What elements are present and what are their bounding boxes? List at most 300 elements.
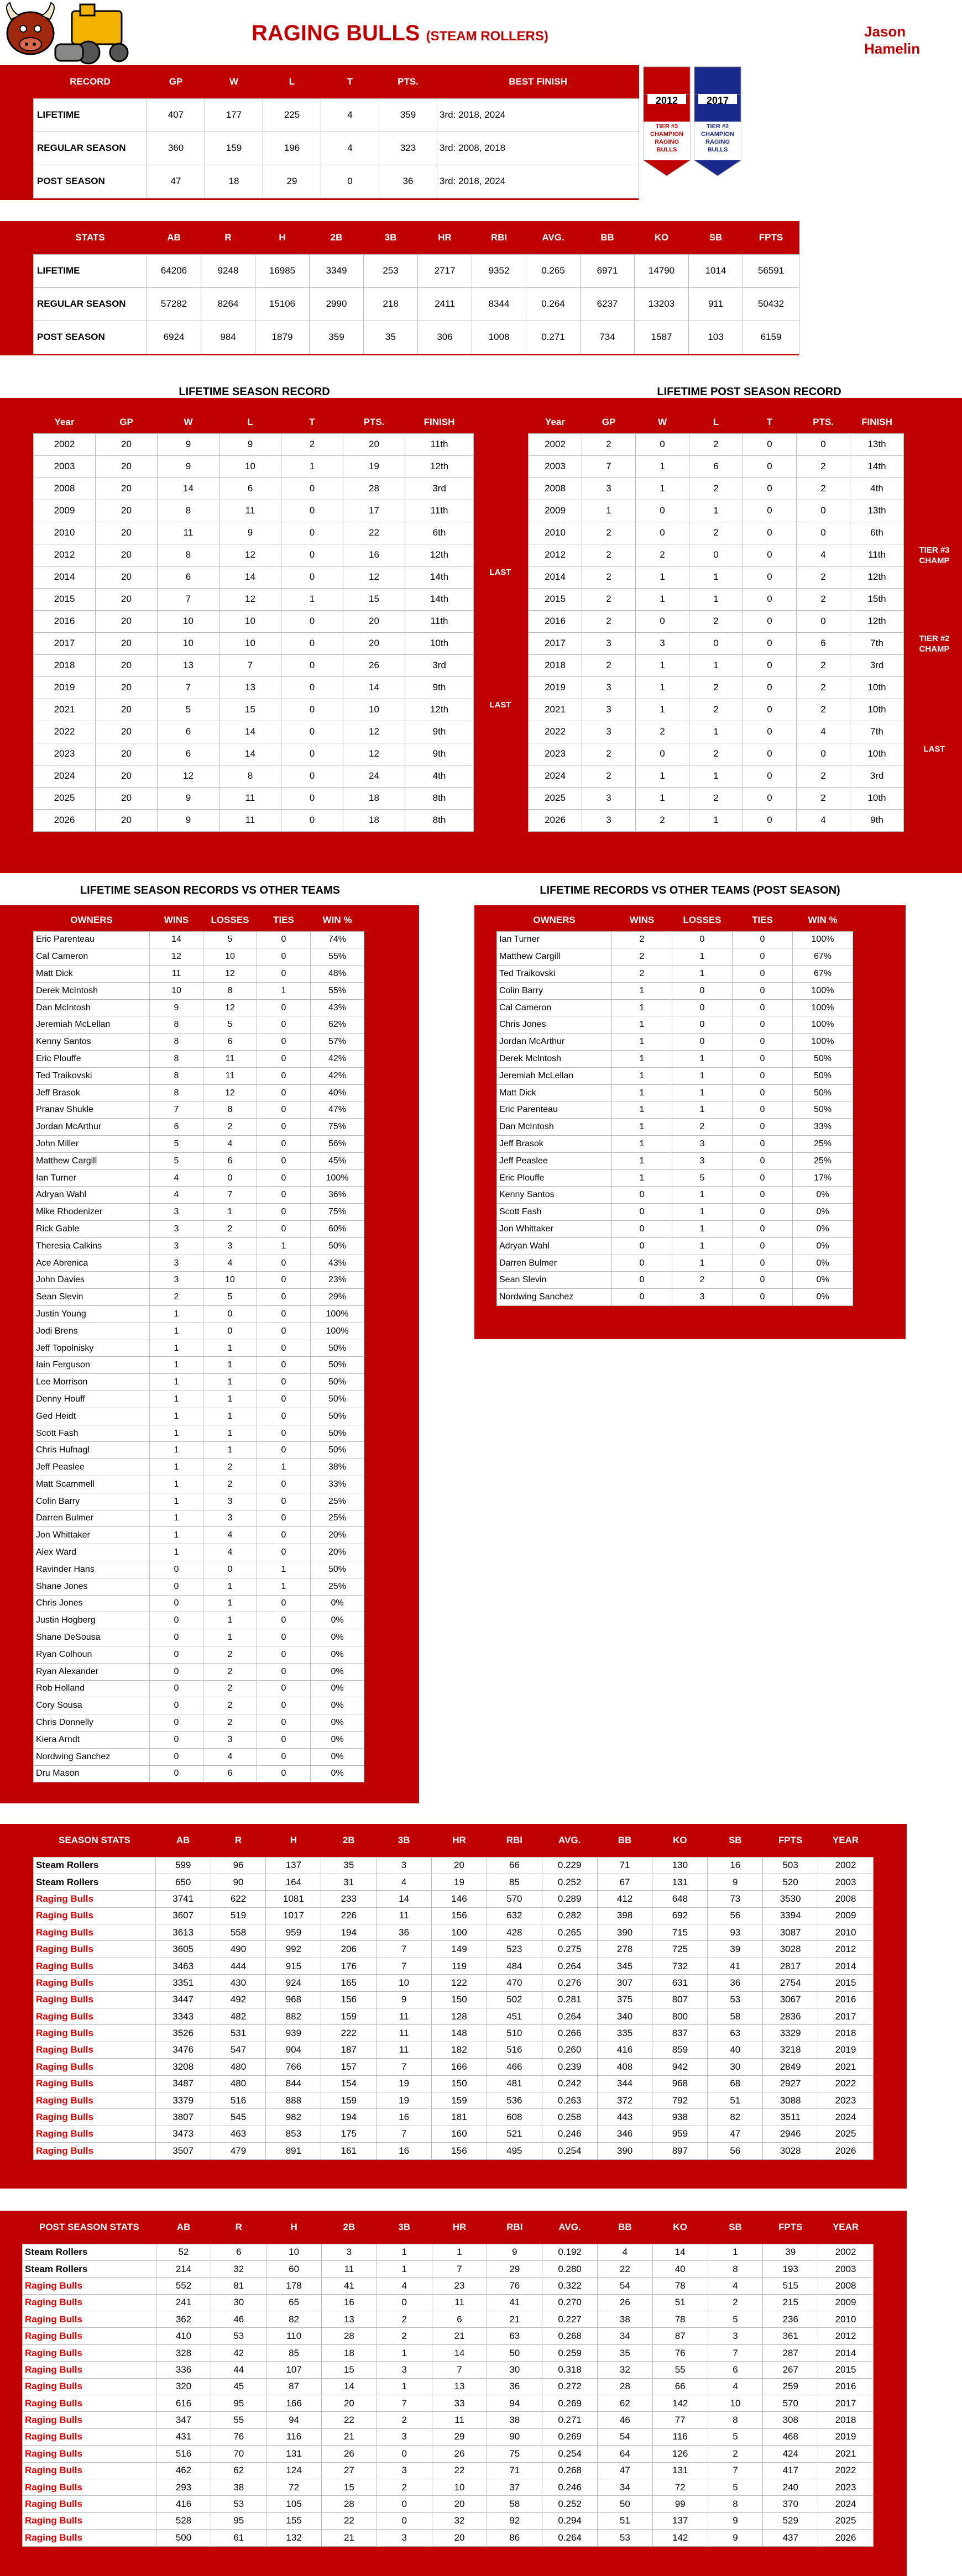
vs-post-title: LIFETIME RECORDS VS OTHER TEAMS (POST SEASON) xyxy=(540,884,840,896)
table-cell: Eric Plouffe xyxy=(497,1169,612,1187)
table-cell: 2010 xyxy=(529,522,582,544)
table-cell: 0 xyxy=(689,632,743,654)
table-cell: 0% xyxy=(311,1595,364,1612)
table-cell: 2017 xyxy=(34,632,96,654)
table-cell: 12 xyxy=(203,1084,257,1101)
table-cell: 0.254 xyxy=(542,2143,597,2159)
table-cell: Ian Turner xyxy=(497,931,612,948)
table-cell: 12 xyxy=(203,966,257,983)
table-cell: 444 xyxy=(211,1958,266,1974)
table-cell: 57% xyxy=(311,1033,364,1051)
table-cell: 1 xyxy=(672,1255,733,1272)
column-header: GP xyxy=(582,411,636,433)
column-header: FINISH xyxy=(405,411,474,433)
table-cell: 3511 xyxy=(763,2109,818,2126)
table-cell: 2009 xyxy=(818,2294,874,2311)
table-cell: Derek McIntosh xyxy=(497,1051,612,1068)
table-cell: 7 xyxy=(377,1958,432,1974)
table-cell: 2022 xyxy=(34,721,96,743)
table-cell: 50% xyxy=(311,1391,364,1408)
table-cell: 7 xyxy=(708,2344,763,2361)
table-row xyxy=(497,999,853,1016)
table-cell: 1 xyxy=(203,1578,257,1595)
table-cell: 347 xyxy=(156,2412,211,2428)
table-cell: 8 xyxy=(150,1084,203,1101)
table-cell: 0 xyxy=(257,1323,311,1340)
table-cell: 20 xyxy=(96,544,158,566)
table-cell: 9352 xyxy=(472,254,526,287)
table-row xyxy=(23,2412,874,2428)
table-cell: 0 xyxy=(257,1748,311,1765)
table-cell: 20 xyxy=(96,765,158,787)
table-cell: 287 xyxy=(763,2344,818,2361)
table-cell: 26 xyxy=(597,2294,652,2311)
table-cell: 853 xyxy=(266,2126,321,2142)
table-cell: 1 xyxy=(612,1033,672,1051)
table-cell: 62 xyxy=(597,2395,652,2412)
column-header: AVG. xyxy=(542,1824,597,1857)
table-cell: Raging Bulls xyxy=(34,1991,156,2008)
table-cell: 9th xyxy=(405,721,474,743)
table-cell: 2 xyxy=(582,544,636,566)
table-row xyxy=(529,433,904,455)
table-cell: Kiera Arndt xyxy=(34,1731,150,1748)
table-cell: 10 xyxy=(203,1272,257,1289)
column-header: KO xyxy=(652,2211,708,2244)
table-cell: 4 xyxy=(203,1136,257,1153)
table-cell: 38 xyxy=(597,2311,652,2328)
banner-2012 xyxy=(643,66,691,177)
table-cell: 1 xyxy=(377,2260,432,2277)
table-cell: 15106 xyxy=(255,287,310,321)
table-cell: 66 xyxy=(487,1857,542,1874)
table-cell: 3 xyxy=(582,676,636,699)
table-cell: 2 xyxy=(689,433,743,455)
table-cell: 50% xyxy=(793,1084,853,1101)
table-cell: 215 xyxy=(763,2294,818,2311)
table-cell: 32 xyxy=(597,2362,652,2378)
table-cell: 0.268 xyxy=(542,2462,598,2479)
table-cell: 178 xyxy=(266,2278,322,2294)
table-cell: 0 xyxy=(743,765,797,787)
table-row xyxy=(23,2496,874,2512)
table-cell: 293 xyxy=(156,2479,211,2495)
table-cell: 67% xyxy=(793,966,853,983)
table-cell: 159 xyxy=(432,2092,487,2108)
table-cell: 2015 xyxy=(34,588,96,610)
table-cell: 0 xyxy=(743,632,797,654)
table-cell: 10 xyxy=(708,2395,763,2412)
table-cell: 622 xyxy=(211,1891,266,1907)
table-cell: Ryan Colhoun xyxy=(34,1646,150,1663)
table-cell: 2002 xyxy=(818,2244,874,2260)
table-cell: 161 xyxy=(321,2143,377,2159)
table-cell: 166 xyxy=(266,2395,322,2412)
table-row xyxy=(529,632,904,654)
table-cell: 31 xyxy=(321,1874,377,1890)
table-cell: 10 xyxy=(158,632,219,654)
table-cell: 0 xyxy=(203,1561,257,1578)
table-row xyxy=(34,2075,874,2092)
table-cell: 938 xyxy=(652,2109,708,2126)
table-cell: 437 xyxy=(763,2530,818,2546)
table-cell: 0 xyxy=(257,1391,311,1408)
table-cell: 181 xyxy=(432,2109,487,2126)
table-cell: Raging Bulls xyxy=(34,2025,156,2042)
table-cell: Alex Ward xyxy=(34,1544,150,1561)
table-cell: 240 xyxy=(763,2479,818,2495)
table-cell: 3 xyxy=(636,632,689,654)
table-cell: 159 xyxy=(205,132,263,165)
table-cell: 2 xyxy=(636,544,689,566)
table-cell: 1 xyxy=(150,1323,203,1340)
table-cell: 6924 xyxy=(147,321,201,354)
table-row xyxy=(23,2328,874,2344)
table-row xyxy=(34,1033,364,1051)
table-cell: 2003 xyxy=(818,1874,874,1890)
table-cell: 0% xyxy=(793,1237,853,1255)
table-row xyxy=(34,1289,364,1306)
table-cell: Nordwing Sanchez xyxy=(497,1289,612,1306)
table-cell: 3463 xyxy=(155,1958,211,1974)
table-cell: 0 xyxy=(733,1255,793,1272)
table-row xyxy=(497,931,853,948)
table-cell: 521 xyxy=(487,2126,542,2142)
table-row xyxy=(34,455,474,478)
table-cell: 122 xyxy=(432,1975,487,1991)
table-cell: 259 xyxy=(763,2378,818,2395)
table-row xyxy=(34,1101,364,1119)
table-cell: Derek McIntosh xyxy=(34,982,150,999)
column-header: 3B xyxy=(364,221,418,254)
column-header: POST SEASON STATS xyxy=(23,2211,156,2244)
table-cell: 443 xyxy=(597,2109,652,2126)
table-cell: Raging Bulls xyxy=(34,1975,156,1991)
table-cell: 904 xyxy=(266,2042,321,2058)
table-cell: 0 xyxy=(281,632,343,654)
table-cell: 7 xyxy=(377,2126,432,2142)
table-cell: 2022 xyxy=(818,2075,874,2092)
table-cell: 18 xyxy=(322,2344,377,2361)
table-cell: 4 xyxy=(321,132,379,165)
table-cell: 50% xyxy=(311,1425,364,1442)
table-cell: 206 xyxy=(321,1941,377,1958)
table-cell: 71 xyxy=(597,1857,652,1874)
column-header: 3B xyxy=(377,1824,432,1857)
table-cell: 18 xyxy=(343,787,405,809)
table-cell: Raging Bulls xyxy=(23,2479,156,2495)
table-cell: 0 xyxy=(257,1544,311,1561)
table-cell: 2 xyxy=(689,787,743,809)
table-cell: 0 xyxy=(672,931,733,948)
table-cell: Darren Bulmer xyxy=(497,1255,612,1272)
table-cell: 50% xyxy=(311,1340,364,1357)
table-row xyxy=(34,1152,364,1169)
table-cell: 3 xyxy=(582,699,636,721)
table-cell: 41 xyxy=(708,1958,763,1974)
table-cell: 62 xyxy=(211,2462,266,2479)
table-cell: 12th xyxy=(405,699,474,721)
table-cell: Dan McIntosh xyxy=(34,999,150,1016)
table-cell: 5 xyxy=(203,1289,257,1306)
table-cell: 23 xyxy=(432,2278,487,2294)
table-cell: 3 xyxy=(582,632,636,654)
table-cell: 307 xyxy=(597,1975,652,1991)
column-header: 2B xyxy=(310,221,364,254)
table-cell: 1 xyxy=(203,1595,257,1612)
table-cell: 0 xyxy=(257,1187,311,1204)
table-cell: 16 xyxy=(322,2294,377,2311)
table-cell: 1 xyxy=(689,500,743,522)
table-cell: 516 xyxy=(156,2446,211,2462)
table-cell: 22 xyxy=(322,2412,377,2428)
table-row xyxy=(34,433,474,455)
table-cell: 50% xyxy=(311,1442,364,1459)
table-cell: 2014 xyxy=(34,566,96,588)
table-cell: 416 xyxy=(156,2496,211,2512)
table-cell: 2012 xyxy=(529,544,582,566)
table-cell: 75% xyxy=(311,1119,364,1136)
table-cell: Raging Bulls xyxy=(34,2126,156,2142)
table-cell: 0 xyxy=(733,1084,793,1101)
table-cell: 0 xyxy=(733,948,793,966)
table-row xyxy=(497,1067,853,1084)
table-cell: 0 xyxy=(612,1204,672,1221)
table-row xyxy=(23,2260,874,2277)
table-cell: 2 xyxy=(582,522,636,544)
table-cell: 5 xyxy=(158,699,219,721)
post-record-table xyxy=(528,411,904,832)
table-cell: 911 xyxy=(689,287,743,321)
table-cell: 3 xyxy=(203,1493,257,1510)
table-cell: 2024 xyxy=(818,2109,874,2126)
table-cell: 0 xyxy=(733,1237,793,1255)
table-row xyxy=(34,1975,874,1991)
table-cell: 0 xyxy=(257,1629,311,1646)
table-cell: 1 xyxy=(636,455,689,478)
table-cell: 0 xyxy=(733,966,793,983)
table-cell: 1 xyxy=(672,1237,733,1255)
column-header: L xyxy=(219,411,281,433)
table-cell: 0.280 xyxy=(542,2260,598,2277)
table-cell: 0 xyxy=(257,1646,311,1663)
table-cell: 0 xyxy=(257,948,311,966)
table-cell: 100% xyxy=(793,1033,853,1051)
table-cell: 2 xyxy=(582,765,636,787)
table-cell: Jodi Brens xyxy=(34,1323,150,1340)
table-cell: Steam Rollers xyxy=(34,1874,156,1890)
table-cell: 38 xyxy=(487,2412,542,2428)
table-cell: Jeremiah McLellan xyxy=(497,1067,612,1084)
table-cell: 110 xyxy=(266,2328,322,2344)
table-cell: 0.265 xyxy=(542,1924,597,1941)
table-cell: 1 xyxy=(203,1357,257,1374)
table-cell: 837 xyxy=(652,2025,708,2042)
table-cell: 7 xyxy=(432,2362,487,2378)
table-cell: 3349 xyxy=(310,254,364,287)
table-cell: 3 xyxy=(150,1221,203,1238)
table-row xyxy=(34,765,474,787)
finish-note: LAST xyxy=(489,568,511,577)
table-cell: 5 xyxy=(150,1152,203,1169)
table-cell: 3507 xyxy=(155,2143,211,2159)
table-cell: 2010 xyxy=(818,2311,874,2328)
table-row xyxy=(34,654,474,676)
table-cell: 131 xyxy=(266,2446,322,2462)
table-cell: 323 xyxy=(379,132,437,165)
table-cell: 4th xyxy=(405,765,474,787)
table-cell: 6th xyxy=(405,522,474,544)
table-cell: 3 xyxy=(203,1510,257,1527)
table-row xyxy=(497,1084,853,1101)
table-cell: 11 xyxy=(377,2042,432,2058)
table-cell: 8 xyxy=(158,500,219,522)
table-cell: 0.252 xyxy=(542,1874,597,1890)
table-cell: 2 xyxy=(203,1119,257,1136)
table-cell: 0% xyxy=(311,1646,364,1663)
table-cell: 0 xyxy=(672,999,733,1016)
table-cell: 26 xyxy=(322,2446,377,2462)
table-cell: 196 xyxy=(263,132,321,165)
table-row xyxy=(529,721,904,743)
table-cell: 519 xyxy=(211,1907,266,1924)
table-cell: 20 xyxy=(96,610,158,632)
table-cell: 2017 xyxy=(818,2008,874,2025)
table-cell: 1879 xyxy=(255,321,310,354)
table-cell: 1 xyxy=(203,1340,257,1357)
column-header: WIN % xyxy=(311,909,364,931)
table-cell: 25% xyxy=(793,1152,853,1169)
column-header: SB xyxy=(689,221,743,254)
table-cell: 2023 xyxy=(529,743,582,765)
column-header: FPTS xyxy=(763,2211,818,2244)
table-cell: 86 xyxy=(487,2530,542,2546)
table-cell: 0.246 xyxy=(542,2126,597,2142)
table-cell: 42% xyxy=(311,1051,364,1068)
table-cell: 0 xyxy=(150,1561,203,1578)
table-cell: 154 xyxy=(321,2075,377,2092)
table-cell: 0 xyxy=(257,1306,311,1323)
table-cell: 92 xyxy=(487,2512,542,2529)
table-cell: 0 xyxy=(257,1595,311,1612)
table-cell: 3 xyxy=(672,1152,733,1169)
table-cell: Raging Bulls xyxy=(23,2362,156,2378)
table-cell: 12 xyxy=(158,765,219,787)
table-cell: 484 xyxy=(487,1958,542,1974)
table-row xyxy=(34,1510,364,1527)
post-record-title: LIFETIME POST SEASON RECORD xyxy=(657,386,841,398)
table-cell: 3394 xyxy=(763,1907,818,1924)
table-row xyxy=(34,1016,364,1033)
table-cell: 63 xyxy=(487,2328,542,2344)
table-cell: 40 xyxy=(652,2260,708,2277)
table-cell: 156 xyxy=(321,1991,377,2008)
table-row xyxy=(497,1101,853,1119)
table-cell: 0.281 xyxy=(542,1991,597,2008)
table-cell: 4 xyxy=(203,1255,257,1272)
table-cell: 0 xyxy=(636,610,689,632)
table-cell: 100% xyxy=(793,982,853,999)
table-cell: 859 xyxy=(652,2042,708,2058)
table-cell: 226 xyxy=(321,1907,377,1924)
table-cell: 1 xyxy=(150,1493,203,1510)
table-cell: 4 xyxy=(597,2244,652,2260)
table-cell: 1 xyxy=(672,1084,733,1101)
table-cell: 20 xyxy=(432,2496,487,2512)
table-cell: Raging Bulls xyxy=(34,2092,156,2108)
table-row xyxy=(34,809,474,831)
table-cell: 64206 xyxy=(147,254,201,287)
table-cell: 451 xyxy=(487,2008,542,2025)
table-cell: 12 xyxy=(150,948,203,966)
table-cell: 100% xyxy=(793,931,853,948)
table-cell: 807 xyxy=(652,1991,708,2008)
table-cell: 0.272 xyxy=(542,2378,598,2395)
table-cell: 3 xyxy=(203,1237,257,1255)
table-cell: 10th xyxy=(405,632,474,654)
column-header: LOSSES xyxy=(672,909,733,931)
table-cell: 0.269 xyxy=(542,2395,598,2412)
column-header: RECORD xyxy=(34,65,147,98)
table-cell: 156 xyxy=(432,1907,487,1924)
table-cell: 359 xyxy=(379,98,437,132)
column-header: RBI xyxy=(472,221,526,254)
table-cell: 20 xyxy=(96,500,158,522)
table-cell: 0 xyxy=(733,1119,793,1136)
table-cell: 43% xyxy=(311,999,364,1016)
table-cell: 7 xyxy=(219,654,281,676)
table-cell: 0 xyxy=(733,1152,793,1169)
table-cell: 6 xyxy=(708,2362,763,2378)
column-header: R xyxy=(201,221,255,254)
column-header: PTS. xyxy=(343,411,405,433)
table-cell: 2023 xyxy=(34,743,96,765)
table-cell: 10 xyxy=(219,455,281,478)
table-cell: 2016 xyxy=(818,1991,874,2008)
table-cell: Pranav Shukle xyxy=(34,1101,150,1119)
table-cell: 9 xyxy=(219,522,281,544)
table-cell: 193 xyxy=(763,2260,818,2277)
table-row xyxy=(34,1408,364,1425)
table-row xyxy=(23,2244,874,2260)
table-cell: 8 xyxy=(203,982,257,999)
table-cell: 0 xyxy=(257,1408,311,1425)
table-cell: 2008 xyxy=(529,478,582,500)
column-header: GP xyxy=(147,65,205,98)
table-row xyxy=(34,1663,364,1680)
table-cell: 2 xyxy=(708,2294,763,2311)
table-cell: 7 xyxy=(150,1101,203,1119)
table-cell: Jeff Brasok xyxy=(34,1084,150,1101)
table-cell: 3476 xyxy=(155,2042,211,2058)
table-cell: 632 xyxy=(487,1907,542,1924)
table-cell: Rick Gable xyxy=(34,1221,150,1238)
table-cell: 2 xyxy=(636,721,689,743)
table-cell: 959 xyxy=(652,2126,708,2142)
table-cell: 882 xyxy=(266,2008,321,2025)
table-cell: 1 xyxy=(689,588,743,610)
table-cell: 2 xyxy=(582,433,636,455)
table-cell: 4 xyxy=(377,2278,432,2294)
table-cell: 2012 xyxy=(818,1941,874,1958)
column-header: FPTS xyxy=(743,221,799,254)
table-row xyxy=(34,522,474,544)
table-cell: 0.192 xyxy=(542,2244,598,2260)
table-cell: 96 xyxy=(211,1857,266,1874)
table-cell: 19 xyxy=(377,2075,432,2092)
table-cell: 0 xyxy=(257,1357,311,1374)
team-logo xyxy=(0,0,144,66)
